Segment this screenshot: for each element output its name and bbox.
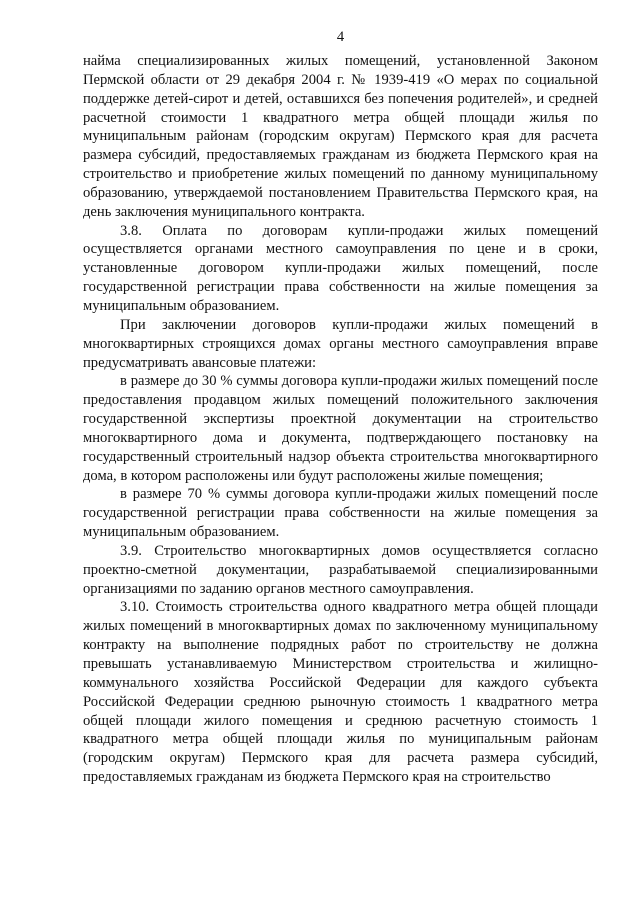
paragraph-3-10: 3.10. Стоимость строительства одного квадратного метра общей площади жилых помещений в многоквартирных домах по заключенному муниципальному контракту на выполнение подрядных работ по строительству не должна превышать устанавливаемую Министерством строительства и жилищно-коммунального хозяйства Российской Федерации для каждого субъекта Российской Федерации среднюю рыночную стоимость 1 квадратного метра общей площади жилого помещения и среднюю расчетную стоимость 1 квадратного метра общей площади жилья по муниципальным районам (городским округам) Пермского края для расчета размера субсидий, предоставляемых гражданам из бюджета Пермского края на строительство bbox=[83, 599, 598, 786]
paragraph-advance-30: в размере до 30 % суммы договора купли-продажи жилых помещений после предоставления продавцом жилых помещений положительного заключения государственной экспертизы проектной документации на строительство многоквартирного дома и документа, подтверждающего постановку на государственный строительный надзор объекта строительства многоквартирного дома, в котором расположены или будут расположены жилые помещения; bbox=[83, 373, 598, 484]
paragraph-3-9: 3.9. Строительство многоквартирных домов осуществляется согласно проектно-сметной документации, разрабатываемой специализированными организациями по заданию органов местного самоуправления. bbox=[83, 542, 598, 597]
paragraph-3-8: 3.8. Оплата по договорам купли-продажи жилых помещений осуществляется органами местного самоуправления по цене и в сроки, установленные договором купли-продажи жилых помещений, после государственной регистрации права собственности на жилые помещения за муниципальным образованием. bbox=[83, 222, 598, 314]
paragraph-advance-70: в размере 70 % суммы договора купли-продажи жилых помещений после государственной регистрации права собственности на жилые помещения за муниципальным образованием. bbox=[83, 486, 598, 541]
page-number: 4 bbox=[336, 29, 345, 45]
paragraph-advance-payments: При заключении договоров купли-продажи жилых помещений в многоквартирных строящихся домах органы местного самоуправления вправе предусматривать авансовые платежи: bbox=[83, 316, 598, 371]
paragraph-continuation: найма специализированных жилых помещений, установленной Законом Пермской области от 29 декабря 2004 г. № 1939-419 «О мерах по социальной поддержке детей-сирот и детей, оставшихся без попечения родителей», и средней расчетной стоимости 1 квадратного метра общей площади жилья по муниципальным районам (городским округам) Пермского края для расчета размера субсидий, предоставляемых гражданам из бюджета Пермского края на строительство и приобретение жилых помещений по данному муниципальному образованию, утверждаемой постановлением Правительства Пермского края, на день заключения муниципального контракта. bbox=[83, 53, 598, 220]
